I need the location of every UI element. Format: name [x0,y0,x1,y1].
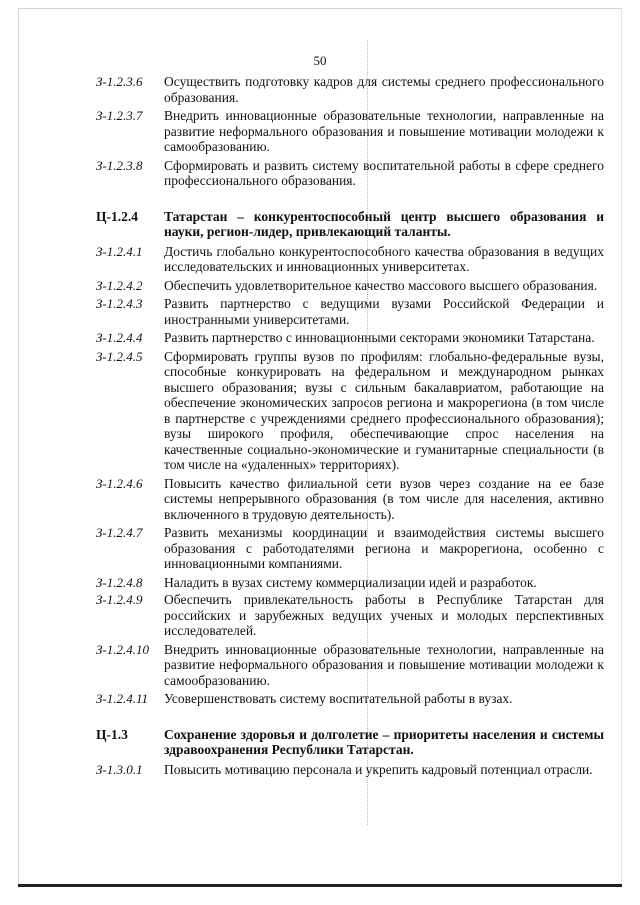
goal-code: Ц-1.2.4 [96,208,138,224]
task-code: З-1.2.4.3 [96,296,143,311]
task-code: З-1.2.4.4 [96,330,143,345]
task-item [96,244,604,275]
task-code: З-1.2.4.11 [96,691,149,706]
task-item [96,575,604,591]
task-text: Внедрить инновационные образовательные технологии, направленные на развитие неформального образования и повышение мотивации молодежи к самообразованию. [164,108,604,154]
task-text: Развить механизмы координации и взаимодействия системы высшего образования с работодателями региона и макрорегиона, особенно с инновационными компаниями. [164,525,604,571]
page-edge-top [18,8,622,9]
task-item [96,158,604,189]
task-text: Обеспечить привлекательность работы в Республике Татарстан для российских и зарубежных ведущих ученых и молодых перспективных исследователей. [164,592,604,638]
goal-heading [96,209,604,240]
task-code: З-1.2.4.10 [96,641,150,657]
task-item [96,349,604,473]
task-item [96,525,604,572]
page-edge-right [621,8,622,885]
page-number: 50 [313,53,327,68]
task-text: Сформировать группы вузов по профилям: глобально-федеральные вузы, способные конкурировать на федеральном и международном рынках высшего образования; вузы с сильным бакалавриатом, работающие на обеспечение экономических запросов региона и макрорегиона (в том числе в партнерстве с учреждениями среднего профессионального образования); вузы широкого профиля, обеспечивающие спрос населения на качественные социально-экономические и гуманитарные специальности (в том числе на «удаленных» территориях). [164,348,604,472]
task-code: З-1.2.3.8 [96,157,143,173]
task-text: Развить партнерство с ведущими вузами Российской Федерации и иностранными университетами. [164,296,604,327]
task-code: З-1.2.4.9 [96,592,143,607]
task-code: З-1.2.4.7 [96,525,143,540]
task-code: З-1.2.4.6 [96,475,143,491]
task-text: Внедрить инновационные образовательные технологии, направленные на развитие неформального образования и повышение мотивации молодежи к самообразованию. [164,641,604,688]
page-edge-left [18,8,19,885]
task-item [96,762,604,778]
page-edge-bottom [18,884,622,887]
task-code: З-1.2.4.1 [96,243,143,259]
task-text: Обеспечить удовлетворительное качество массового высшего образования. [164,277,598,293]
task-code: З-1.2.4.8 [96,574,143,590]
task-text: Повысить качество филиальной сети вузов через создание на ее базе системы непрерывного образования (в том числе для населения, активно включенного в трудовую деятельность). [164,475,604,522]
task-text: Достичь глобально конкурентоспособного качества образования в ведущих исследовательских и инновационных университетах. [164,243,604,274]
task-item [96,642,604,689]
task-item [96,296,604,327]
task-code: З-1.3.0.1 [96,761,143,777]
task-code: З-1.2.3.6 [96,74,143,89]
task-text: Повысить мотивацию персонала и укрепить кадровый потенциал отрасли. [164,761,593,777]
task-item [96,691,604,707]
task-item [96,108,604,155]
task-item [96,476,604,523]
task-text: Сформировать и развить систему воспитательной работы в сфере среднего профессионального образования. [164,157,604,188]
task-text: Развить партнерство с инновационными секторами экономики Татарстана. [164,330,595,345]
task-code: З-1.2.3.7 [96,108,143,123]
task-text: Наладить в вузах систему коммерциализации идей и разработок. [164,574,537,590]
task-item [96,278,604,294]
document-body [96,74,604,777]
task-code: З-1.2.4.2 [96,277,143,293]
task-text: Усовершенствовать систему воспитательной работы в вузах. [164,691,513,706]
goal-heading [96,727,604,758]
task-item [96,592,604,639]
task-item [96,74,604,105]
task-text: Осуществить подготовку кадров для системы среднего профессионального образования. [164,74,604,105]
goal-text: Татарстан – конкурентоспособный центр высшего образования и науки, регион-лидер, привлекающий таланты. [164,208,604,239]
goal-text: Сохранение здоровья и долголетие – приоритеты населения и системы здравоохранения Республики Татарстан. [164,726,604,757]
task-item [96,330,604,346]
goal-code: Ц-1.3 [96,726,128,742]
task-code: З-1.2.4.5 [96,348,143,364]
